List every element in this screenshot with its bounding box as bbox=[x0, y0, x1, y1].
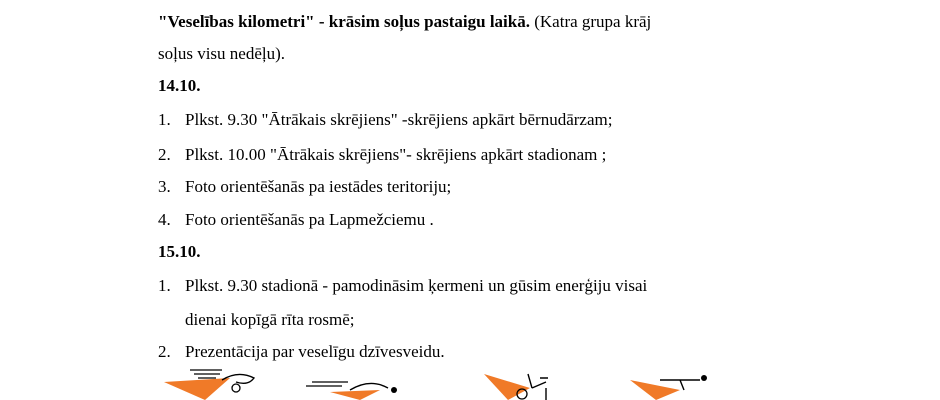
runner-figure-icon bbox=[630, 375, 707, 400]
list-item bbox=[158, 145, 898, 165]
intro-line-1 bbox=[158, 12, 651, 32]
list-item bbox=[158, 210, 898, 230]
list-item bbox=[158, 276, 898, 296]
list-number: 2. bbox=[158, 145, 171, 164]
list-number: 4. bbox=[158, 210, 171, 229]
intro-rest: (Katra grupa krāj bbox=[529, 12, 652, 31]
list-text: Plkst. 9.30 stadionā - pamodināsim ķermeni un gūsim enerģiju visai bbox=[185, 276, 648, 295]
list-number: 1. bbox=[158, 276, 171, 295]
list-item-continuation bbox=[158, 310, 898, 330]
list-text: Foto orientēšanās pa Lapmežciemu . bbox=[185, 210, 434, 229]
intro-line-2: soļus visu nedēļu). bbox=[158, 44, 286, 63]
list-item bbox=[158, 177, 898, 197]
runner-figure-icon bbox=[164, 370, 254, 400]
list-number: 2. bbox=[158, 342, 171, 361]
list-text: Plkst. 10.00 "Ātrākais skrējiens"- skrējiens apkārt stadionam ; bbox=[185, 145, 607, 164]
list-number: 1. bbox=[158, 110, 171, 129]
list-item bbox=[158, 110, 898, 130]
list-item bbox=[158, 342, 898, 362]
runner-illustrations bbox=[0, 368, 940, 400]
day2-date: 15.10. bbox=[158, 242, 201, 261]
list-text: Foto orientēšanās pa iestādes teritoriju; bbox=[185, 177, 452, 196]
intro-bold: "Veselības kilometri" - krāsim soļus pastaigu laikā. bbox=[158, 12, 530, 31]
list-text: Prezentācija par veselīgu dzīvesveidu. bbox=[185, 342, 445, 361]
list-text: dienai kopīgā rīta rosmē; bbox=[185, 310, 355, 329]
list-number: 3. bbox=[158, 177, 171, 196]
runner-figure-icon bbox=[306, 382, 397, 400]
day1-date: 14.10. bbox=[158, 76, 201, 95]
runner-figure-icon bbox=[484, 374, 548, 400]
list-text: Plkst. 9.30 "Ātrākais skrējiens" -skrējiens apkārt bērnudārzam; bbox=[185, 110, 613, 129]
